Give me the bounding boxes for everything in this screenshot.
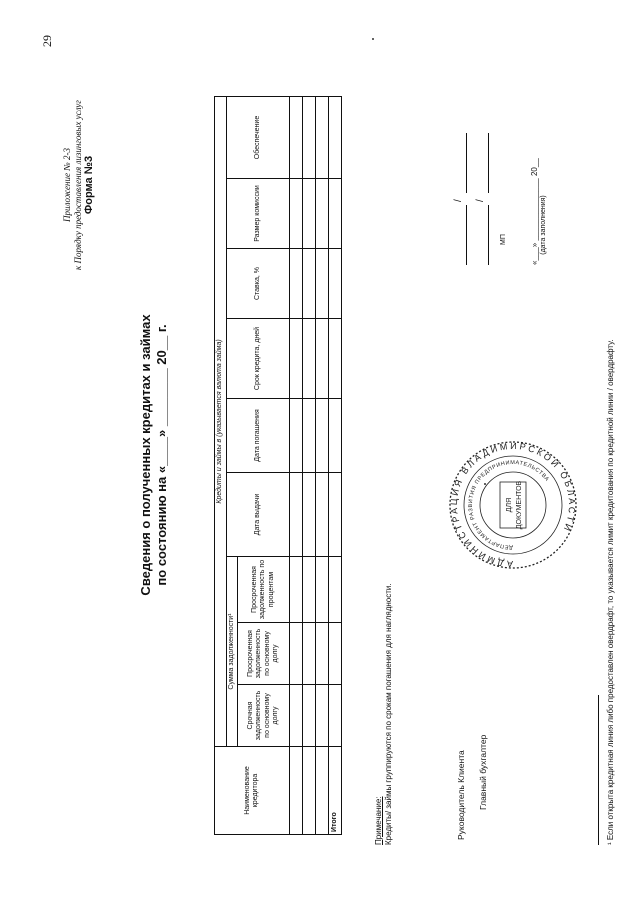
head-signature-line — [466, 205, 467, 265]
table-row — [316, 97, 329, 835]
header-repay-date: Дата погашения — [226, 399, 290, 473]
stamp-outer-text: АДМИНИСТРАЦИЯ ВЛАДИМИРСКОЙ ОБЛАСТИ — [448, 440, 578, 570]
note-heading: Примечание: — [374, 796, 383, 845]
stamp-center-line-1: ДЛЯ — [506, 497, 513, 513]
credits-table — [214, 96, 342, 835]
page-number: 29 — [40, 35, 54, 47]
total-label: Итого — [329, 747, 342, 835]
title-line-1: Сведения о полученных кредитах и займах — [138, 314, 153, 596]
fill-date: «___» ______________ 20__ — [530, 158, 539, 265]
header-group: Кредиты и займы в (указывается валюта займа) — [215, 97, 227, 747]
footnote-divider — [598, 695, 599, 845]
header-debt: Сумма задолженности¹ — [226, 557, 238, 747]
fill-date-caption: (дата заполнения) — [540, 195, 547, 255]
note-text: Кредиты/ займы группируются по срокам погашения для наглядности. — [384, 583, 393, 845]
total-row — [329, 97, 342, 835]
table-note — [374, 545, 394, 845]
accountant-name-line — [488, 133, 489, 193]
accountant-signature-label: Главный бухгалтер — [478, 734, 488, 810]
header-urgent: Срочная задолженность по основному долгу — [238, 685, 290, 747]
appendix-number: Приложение № 2-3 — [62, 148, 72, 222]
accountant-signature-line — [488, 205, 489, 265]
header-issue-date: Дата выдачи — [226, 473, 290, 557]
header-rate: Ставка, % — [226, 249, 290, 319]
accountant-signature-slash: / — [475, 199, 486, 202]
header-term: Срок кредита, дней — [226, 319, 290, 399]
document-title — [138, 265, 170, 645]
head-signature-label: Руководитель Клиента — [456, 750, 466, 840]
appendix-header — [62, 25, 95, 345]
header-overdue-interest: Просроченная задолженность по процентам — [238, 557, 290, 623]
official-stamp-icon — [448, 440, 578, 570]
header-overdue-principal: Просроченная задолженность по основному долгу — [238, 623, 290, 685]
table-row — [290, 97, 303, 835]
title-line-2: по состоянию на «____» ________ 20__ г. — [154, 324, 169, 586]
form-number: Форма №3 — [83, 155, 95, 215]
table-row — [303, 97, 316, 835]
head-signature-slash: / — [453, 199, 464, 202]
footnote: ¹ Если открыта кредитная линия либо предоставлен овердрафт, то указывается лимит кредитования по кредитной линии / овердрафту. — [606, 339, 615, 845]
scan-speck — [372, 38, 374, 40]
header-fee: Размер комиссии — [226, 179, 290, 249]
appendix-reference: к Порядку предоставления лизинговых услуг — [73, 100, 83, 270]
head-name-line — [466, 133, 467, 193]
seal-place-label: МП — [500, 234, 507, 245]
header-creditor: Наименование кредитора — [215, 747, 290, 835]
scan-speck — [484, 483, 486, 485]
header-collateral: Обеспечение — [226, 97, 290, 179]
stamp-inner-text: ДЕПАРТАМЕНТ РАЗВИТИЯ ПРЕДПРИНИМАТЕЛЬСТВА — [467, 459, 550, 551]
stamp-center-line-2: ДОКУМЕНТОВ — [516, 480, 523, 530]
